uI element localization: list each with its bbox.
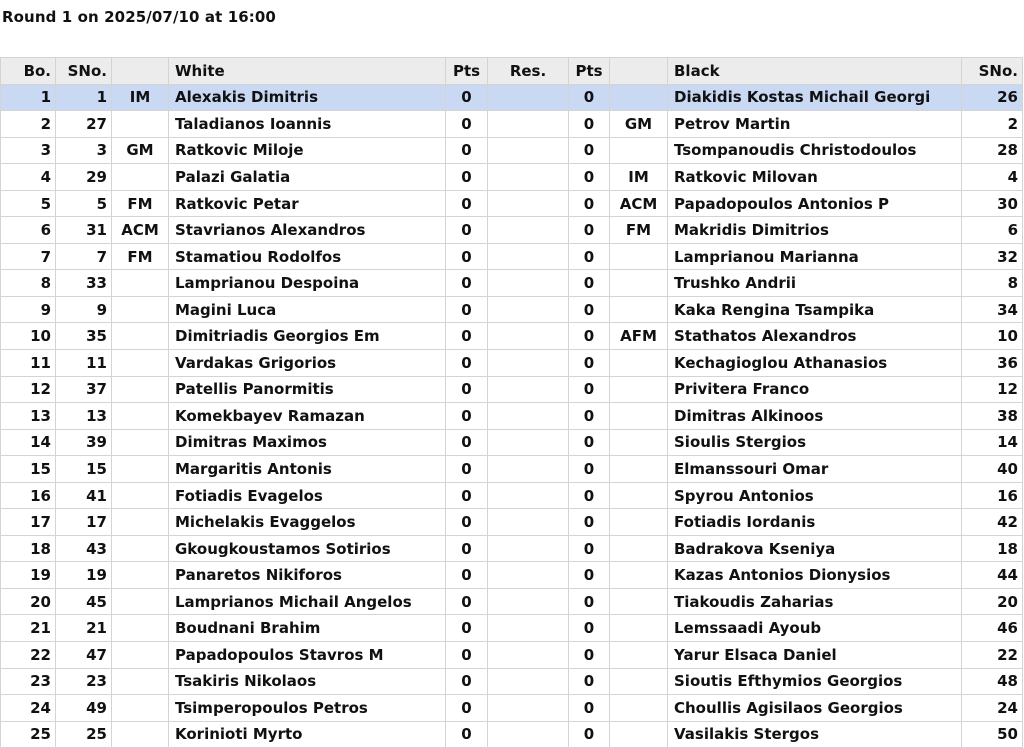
white-points: 0 [446,403,488,430]
white-title: FM [112,243,169,270]
black-player-name: Badrakova Kseniya [668,535,962,562]
black-player-name: Trushko Andrii [668,270,962,297]
white-start-number: 27 [56,111,112,138]
white-points: 0 [446,535,488,562]
white-points: 0 [446,721,488,748]
col-header-white-pts: Pts [446,58,488,85]
white-points: 0 [446,243,488,270]
result [488,721,569,748]
white-title [112,695,169,722]
white-title [112,562,169,589]
table-row[interactable] [1,429,1023,456]
result [488,695,569,722]
black-player-name: Choullis Agisilaos Georgios [668,695,962,722]
white-points: 0 [446,164,488,191]
black-player-name: Kechagioglou Athanasios [668,350,962,377]
white-player-name: Korinioti Myrto [169,721,446,748]
white-player-name: Tsakiris Nikolaos [169,668,446,695]
black-title [610,84,668,111]
header-row [1,58,1023,85]
white-points: 0 [446,668,488,695]
white-title: FM [112,190,169,217]
black-player-name: Lemssaadi Ayoub [668,615,962,642]
result [488,164,569,191]
result [488,137,569,164]
black-title [610,296,668,323]
white-player-name: Ratkovic Miloje [169,137,446,164]
black-points: 0 [569,562,610,589]
white-points: 0 [446,482,488,509]
white-title [112,323,169,350]
table-row[interactable] [1,668,1023,695]
black-points: 0 [569,296,610,323]
board-number: 21 [1,615,56,642]
black-title [610,509,668,536]
black-start-number: 22 [962,642,1023,669]
white-start-number: 5 [56,190,112,217]
board-number: 24 [1,695,56,722]
table-row[interactable] [1,270,1023,297]
black-player-name: Elmanssouri Omar [668,456,962,483]
white-points: 0 [446,270,488,297]
white-title [112,642,169,669]
black-player-name: Papadopoulos Antonios P [668,190,962,217]
black-player-name: Sioutis Efthymios Georgios [668,668,962,695]
white-start-number: 19 [56,562,112,589]
black-title [610,535,668,562]
board-number: 25 [1,721,56,748]
board-number: 20 [1,588,56,615]
white-title [112,509,169,536]
black-start-number: 36 [962,350,1023,377]
black-start-number: 34 [962,296,1023,323]
white-start-number: 31 [56,217,112,244]
white-points: 0 [446,137,488,164]
black-start-number: 24 [962,695,1023,722]
white-player-name: Panaretos Nikiforos [169,562,446,589]
table-row[interactable] [1,509,1023,536]
board-number: 22 [1,642,56,669]
white-player-name: Margaritis Antonis [169,456,446,483]
board-number: 12 [1,376,56,403]
black-title: ACM [610,190,668,217]
table-row[interactable] [1,615,1023,642]
black-points: 0 [569,111,610,138]
black-title: AFM [610,323,668,350]
result [488,111,569,138]
table-row[interactable] [1,456,1023,483]
white-points: 0 [446,323,488,350]
white-points: 0 [446,615,488,642]
black-points: 0 [569,642,610,669]
black-title: GM [610,111,668,138]
white-start-number: 33 [56,270,112,297]
table-row[interactable] [1,642,1023,669]
table-row[interactable] [1,588,1023,615]
white-start-number: 29 [56,164,112,191]
table-row[interactable] [1,190,1023,217]
black-start-number: 10 [962,323,1023,350]
board-number: 19 [1,562,56,589]
white-player-name: Vardakas Grigorios [169,350,446,377]
white-player-name: Taladianos Ioannis [169,111,446,138]
white-player-name: Komekbayev Ramazan [169,403,446,430]
white-points: 0 [446,84,488,111]
black-player-name: Sioulis Stergios [668,429,962,456]
black-points: 0 [569,270,610,297]
result [488,482,569,509]
black-player-name: Diakidis Kostas Michail Georgi [668,84,962,111]
black-player-name: Lamprianou Marianna [668,243,962,270]
table-row[interactable] [1,217,1023,244]
board-number: 15 [1,456,56,483]
board-number: 10 [1,323,56,350]
white-start-number: 25 [56,721,112,748]
board-number: 6 [1,217,56,244]
black-points: 0 [569,243,610,270]
white-player-name: Dimitras Maximos [169,429,446,456]
result [488,668,569,695]
board-number: 16 [1,482,56,509]
board-number: 23 [1,668,56,695]
white-start-number: 41 [56,482,112,509]
col-header-white: White [169,58,446,85]
black-player-name: Privitera Franco [668,376,962,403]
white-start-number: 21 [56,615,112,642]
black-player-name: Tsompanoudis Christodoulos [668,137,962,164]
col-header-black-pts: Pts [569,58,610,85]
black-player-name: Yarur Elsaca Daniel [668,642,962,669]
board-number: 5 [1,190,56,217]
board-number: 2 [1,111,56,138]
table-row[interactable] [1,296,1023,323]
result [488,562,569,589]
table-row[interactable] [1,695,1023,722]
black-title [610,588,668,615]
black-start-number: 12 [962,376,1023,403]
result [488,350,569,377]
result [488,588,569,615]
black-player-name: Makridis Dimitrios [668,217,962,244]
white-start-number: 15 [56,456,112,483]
white-player-name: Papadopoulos Stavros M [169,642,446,669]
black-points: 0 [569,509,610,536]
black-start-number: 28 [962,137,1023,164]
board-number: 8 [1,270,56,297]
black-player-name: Fotiadis Iordanis [668,509,962,536]
white-title [112,482,169,509]
white-title: ACM [112,217,169,244]
table-row[interactable] [1,84,1023,111]
black-start-number: 18 [962,535,1023,562]
white-start-number: 45 [56,588,112,615]
white-player-name: Michelakis Evaggelos [169,509,446,536]
white-title [112,588,169,615]
black-title [610,456,668,483]
white-points: 0 [446,429,488,456]
white-points: 0 [446,588,488,615]
black-title [610,562,668,589]
table-row[interactable] [1,243,1023,270]
white-points: 0 [446,695,488,722]
black-player-name: Spyrou Antonios [668,482,962,509]
black-title [610,350,668,377]
white-title [112,270,169,297]
black-start-number: 30 [962,190,1023,217]
result [488,642,569,669]
white-title [112,429,169,456]
black-points: 0 [569,403,610,430]
black-start-number: 16 [962,482,1023,509]
black-start-number: 4 [962,164,1023,191]
result [488,535,569,562]
table-row[interactable] [1,323,1023,350]
black-title [610,695,668,722]
black-player-name: Ratkovic Milovan [668,164,962,191]
white-title [112,456,169,483]
white-title [112,668,169,695]
white-title [112,111,169,138]
white-player-name: Gkougkoustamos Sotirios [169,535,446,562]
table-row[interactable] [1,111,1023,138]
black-title [610,137,668,164]
white-title [112,164,169,191]
board-number: 3 [1,137,56,164]
result [488,456,569,483]
black-player-name: Stathatos Alexandros [668,323,962,350]
white-start-number: 13 [56,403,112,430]
white-title: GM [112,137,169,164]
white-start-number: 1 [56,84,112,111]
result [488,509,569,536]
black-start-number: 14 [962,429,1023,456]
white-points: 0 [446,562,488,589]
col-header-white-title [112,58,169,85]
result [488,376,569,403]
black-player-name: Vasilakis Stergos [668,721,962,748]
white-start-number: 47 [56,642,112,669]
black-title [610,615,668,642]
black-player-name: Petrov Martin [668,111,962,138]
black-title [610,270,668,297]
round-title: Round 1 on 2025/07/10 at 16:00 [2,8,276,26]
black-points: 0 [569,84,610,111]
black-start-number: 44 [962,562,1023,589]
white-title [112,721,169,748]
black-title [610,429,668,456]
white-points: 0 [446,190,488,217]
table-row[interactable] [1,137,1023,164]
result [488,84,569,111]
black-points: 0 [569,721,610,748]
black-points: 0 [569,535,610,562]
black-start-number: 8 [962,270,1023,297]
white-title [112,403,169,430]
white-points: 0 [446,217,488,244]
black-title [610,376,668,403]
white-start-number: 35 [56,323,112,350]
black-title: IM [610,164,668,191]
black-points: 0 [569,217,610,244]
table-row[interactable] [1,376,1023,403]
col-header-result: Res. [488,58,569,85]
board-number: 11 [1,350,56,377]
black-points: 0 [569,376,610,403]
pairings-table [0,57,1023,748]
black-points: 0 [569,190,610,217]
black-player-name: Dimitras Alkinoos [668,403,962,430]
white-player-name: Tsimperopoulos Petros [169,695,446,722]
result [488,403,569,430]
black-title [610,403,668,430]
white-start-number: 3 [56,137,112,164]
white-points: 0 [446,456,488,483]
result [488,615,569,642]
board-number: 7 [1,243,56,270]
board-number: 9 [1,296,56,323]
table-row[interactable] [1,535,1023,562]
white-points: 0 [446,376,488,403]
table-row[interactable] [1,350,1023,377]
white-points: 0 [446,111,488,138]
white-player-name: Patellis Panormitis [169,376,446,403]
white-player-name: Stamatiou Rodolfos [169,243,446,270]
black-start-number: 38 [962,403,1023,430]
pairings-body [1,84,1023,748]
white-player-name: Boudnani Brahim [169,615,446,642]
white-player-name: Dimitriadis Georgios Em [169,323,446,350]
white-title [112,350,169,377]
result [488,429,569,456]
black-points: 0 [569,456,610,483]
black-start-number: 48 [962,668,1023,695]
result [488,296,569,323]
black-title [610,721,668,748]
black-player-name: Kaka Rengina Tsampika [668,296,962,323]
black-title [610,642,668,669]
white-start-number: 23 [56,668,112,695]
white-points: 0 [446,350,488,377]
black-start-number: 6 [962,217,1023,244]
white-start-number: 7 [56,243,112,270]
black-start-number: 20 [962,588,1023,615]
board-number: 18 [1,535,56,562]
board-number: 17 [1,509,56,536]
black-points: 0 [569,668,610,695]
black-start-number: 26 [962,84,1023,111]
black-start-number: 40 [962,456,1023,483]
col-header-black: Black [668,58,962,85]
white-start-number: 43 [56,535,112,562]
table-row[interactable] [1,164,1023,191]
black-start-number: 46 [962,615,1023,642]
table-row[interactable] [1,403,1023,430]
white-start-number: 17 [56,509,112,536]
white-player-name: Magini Luca [169,296,446,323]
col-header-board: Bo. [1,58,56,85]
white-points: 0 [446,509,488,536]
black-title [610,668,668,695]
black-points: 0 [569,615,610,642]
black-points: 0 [569,695,610,722]
col-header-white-sno: SNo. [56,58,112,85]
result [488,217,569,244]
white-title [112,296,169,323]
board-number: 4 [1,164,56,191]
white-player-name: Lamprianos Michail Angelos [169,588,446,615]
col-header-black-sno: SNo. [962,58,1023,85]
white-start-number: 11 [56,350,112,377]
result [488,190,569,217]
board-number: 1 [1,84,56,111]
white-title [112,615,169,642]
black-title [610,482,668,509]
result [488,243,569,270]
white-player-name: Ratkovic Petar [169,190,446,217]
white-start-number: 9 [56,296,112,323]
table-row[interactable] [1,482,1023,509]
black-player-name: Kazas Antonios Dionysios [668,562,962,589]
black-title: FM [610,217,668,244]
black-points: 0 [569,588,610,615]
black-start-number: 50 [962,721,1023,748]
black-points: 0 [569,350,610,377]
board-number: 14 [1,429,56,456]
white-start-number: 39 [56,429,112,456]
result [488,323,569,350]
white-title [112,376,169,403]
board-number: 13 [1,403,56,430]
black-points: 0 [569,137,610,164]
table-row[interactable] [1,562,1023,589]
black-points: 0 [569,164,610,191]
black-points: 0 [569,482,610,509]
white-points: 0 [446,296,488,323]
white-title [112,535,169,562]
table-row[interactable] [1,721,1023,748]
black-title [610,243,668,270]
result [488,270,569,297]
white-start-number: 49 [56,695,112,722]
white-title: IM [112,84,169,111]
white-player-name: Fotiadis Evagelos [169,482,446,509]
white-player-name: Stavrianos Alexandros [169,217,446,244]
white-player-name: Alexakis Dimitris [169,84,446,111]
black-points: 0 [569,323,610,350]
white-player-name: Lamprianou Despoina [169,270,446,297]
white-points: 0 [446,642,488,669]
black-points: 0 [569,429,610,456]
black-start-number: 32 [962,243,1023,270]
black-start-number: 2 [962,111,1023,138]
white-player-name: Palazi Galatia [169,164,446,191]
black-start-number: 42 [962,509,1023,536]
black-player-name: Tiakoudis Zaharias [668,588,962,615]
white-start-number: 37 [56,376,112,403]
col-header-black-title [610,58,668,85]
